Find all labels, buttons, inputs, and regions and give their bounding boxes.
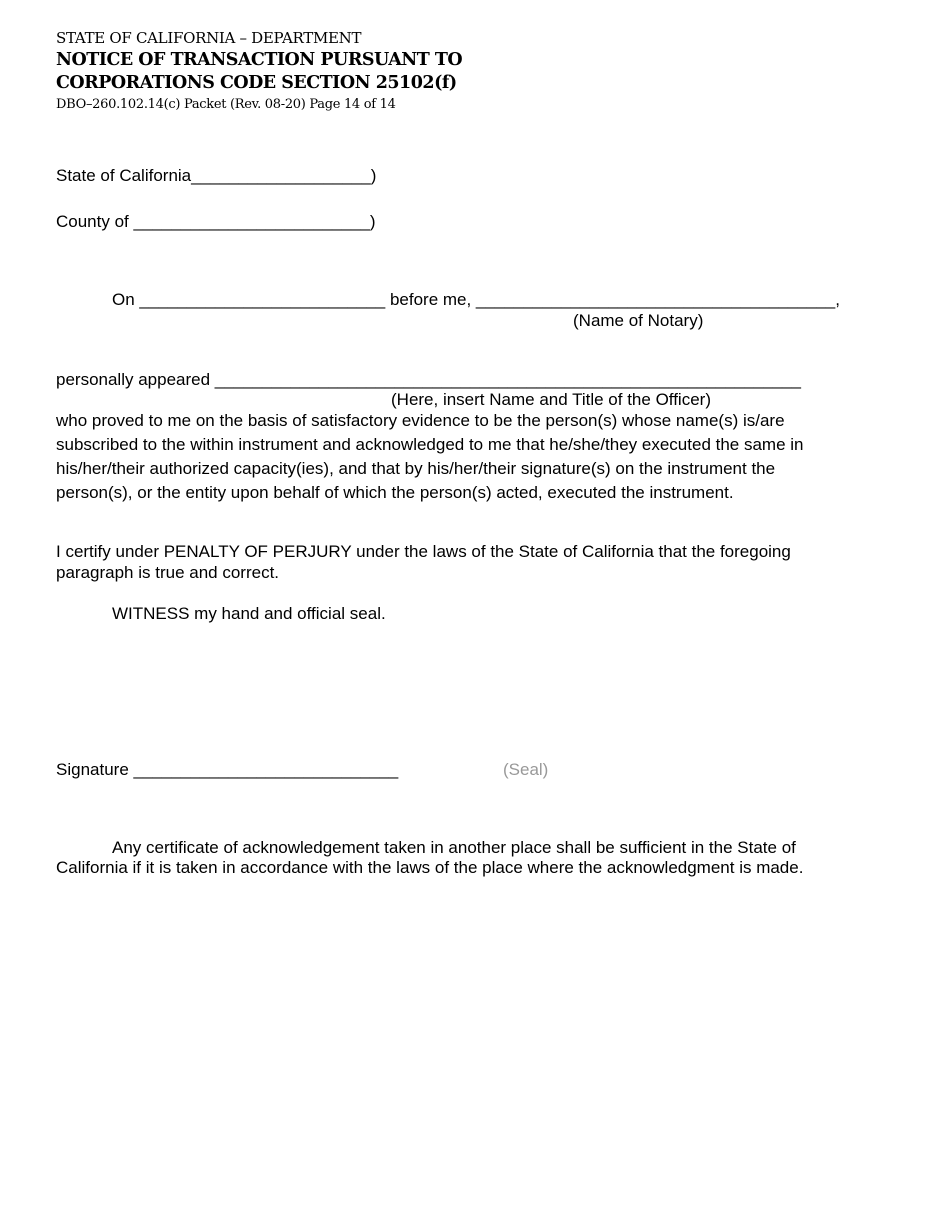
ack-paragraph-line-3: his/her/their authorized capacity(ies), and that by his/her/their signature(s) on the instrument the: [56, 459, 776, 478]
ack-paragraph-line-2: subscribed to the within instrument and acknowledged to me that he/she/they executed the same in: [56, 435, 804, 454]
footer-note-line-1: Any certificate of acknowledgement taken in another place shall be sufficient in the State of: [112, 838, 796, 857]
signature-line: Signature ____________________________: [56, 760, 399, 779]
officer-caption: (Here, insert Name and Title of the Officer): [391, 390, 711, 409]
seal-placeholder: (Seal): [503, 760, 549, 779]
personally-appeared-line: personally appeared ______________________________________________________________: [56, 370, 801, 389]
perjury-certification-line-1: I certify under PENALTY OF PERJURY under the laws of the State of California that the foregoing: [56, 542, 791, 561]
state-venue-line: State of California___________________): [56, 166, 377, 185]
department-heading: STATE OF CALIFORNIA – DEPARTMENT: [56, 29, 362, 47]
perjury-certification-line-2: paragraph is true and correct.: [56, 563, 280, 582]
ack-paragraph-line-1: who proved to me on the basis of satisfactory evidence to be the person(s) whose name(s) is/are: [56, 411, 785, 430]
notary-name-caption: (Name of Notary): [573, 311, 704, 330]
ack-paragraph-line-4: person(s), or the entity upon behalf of which the person(s) acted, executed the instrument.: [56, 483, 734, 502]
on-date-notary-line: On __________________________ before me, ______________________________________,: [112, 290, 840, 309]
witness-statement: WITNESS my hand and official seal.: [112, 604, 386, 623]
form-title-line-2: CORPORATIONS CODE SECTION 25102(f): [56, 73, 457, 93]
form-title-line-1: NOTICE OF TRANSACTION PURSUANT TO: [56, 50, 463, 70]
packet-info: DBO–260.102.14(c) Packet (Rev. 08-20) Page 14 of 14: [56, 97, 396, 112]
county-venue-line: County of _________________________): [56, 212, 376, 231]
footer-note-line-2: California if it is taken in accordance with the laws of the place where the acknowledgment is made.: [56, 858, 804, 877]
